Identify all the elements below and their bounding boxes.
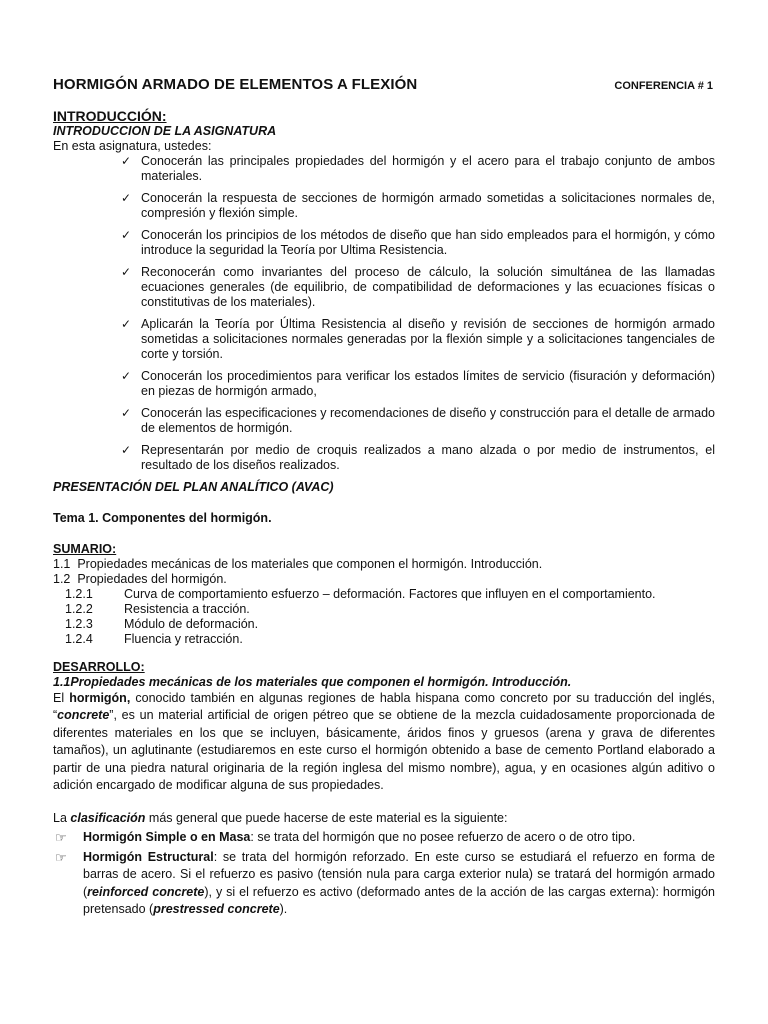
list-item: ☞ Hormigón Estructural: se trata del hormigón reforzado. En este curso se estudiará el refuerzo en forma de barras de acero. Si el refuerzo es pasivo (tensión nula para carga exterior nula) se tratará del hormigón armado (reinforced concrete), y si el refuerzo es activo (deformado antes de la acción de las cargas externa): hormigón pretensado (prestressed concrete). [53, 849, 715, 919]
list-item: ✓ Conocerán las principales propiedades del hormigón y el acero para el trabajo conjunto de ambos materiales. [121, 154, 715, 183]
pointing-hand-icon: ☞ [55, 849, 67, 865]
sumario-subitem: 1.2.4 Fluencia y retracción. [65, 632, 243, 646]
intro-lead: En esta asignatura, ustedes: [53, 139, 212, 153]
checkmark-icon: ✓ [121, 228, 132, 242]
list-item: ✓ Representarán por medio de croquis realizados a mano alzada o por medio de instrumentos, el resultado de los diseños realizados. [121, 443, 715, 472]
sumario-subitem: 1.2.1 Curva de comportamiento esfuerzo – deformación. Factores que influyen en el comportamiento. [65, 587, 656, 601]
document-page [53, 76, 715, 918]
list-item: ✓ Conocerán los principios de los métodos de diseño que han sido empleados para el hormigón, y cómo introduce la seguridad la Teoría por Ultima Resistencia. [121, 228, 715, 257]
checkmark-icon: ✓ [121, 191, 132, 205]
list-item: ✓ Aplicarán la Teoría por Última Resistencia al diseño y revisión de secciones de hormigón armado sometidas a solicitaciones normales generadas por la flexión simple y a solicitaciones tangenciales de corte y torsión. [121, 317, 715, 361]
desarrollo-subheading: 1.1Propiedades mecánicas de los materiales que componen el hormigón. Introducción. [53, 675, 572, 689]
tema-heading: Tema 1. Componentes del hormigón. [53, 511, 272, 525]
objectives-list [53, 154, 715, 473]
sumario-subitem: 1.2.3 Módulo de deformación. [65, 617, 259, 631]
sumario-item: 1.1 Propiedades mecánicas de los materiales que componen el hormigón. Introducción. [53, 557, 543, 571]
checkmark-icon: ✓ [121, 154, 132, 168]
checkmark-icon: ✓ [121, 406, 132, 420]
list-item: ✓ Conocerán la respuesta de secciones de hormigón armado sometidas a solicitaciones normales de, compresión y flexión simple. [121, 191, 715, 220]
list-item: ✓ Conocerán las especificaciones y recomendaciones de diseño y construcción para el detalle de armado de elementos de hormigón. [121, 406, 715, 435]
sumario-subitem: 1.2.2 Resistencia a tracción. [65, 602, 250, 616]
paragraph-clasificacion: La clasificación más general que puede hacerse de este material es la siguiente: [53, 811, 508, 826]
checkmark-icon: ✓ [121, 369, 132, 383]
checkmark-icon: ✓ [121, 265, 132, 279]
document-title: HORMIGÓN ARMADO DE ELEMENTOS A FLEXIÓN [53, 76, 418, 93]
sumario-item: 1.2 Propiedades del hormigón. [53, 572, 227, 586]
conference-number: CONFERENCIA # 1 [614, 80, 713, 92]
plan-heading: PRESENTACIÓN DEL PLAN ANALÍTICO (AVAC) [53, 480, 334, 494]
header-row [53, 76, 715, 98]
list-item: ✓ Conocerán los procedimientos para verificar los estados límites de servicio (fisuración y deformación) en piezas de hormigón armado, [121, 369, 715, 398]
pointing-hand-icon: ☞ [55, 830, 67, 846]
checkmark-icon: ✓ [121, 317, 132, 331]
sumario-heading: SUMARIO: [53, 542, 117, 556]
checkmark-icon: ✓ [121, 443, 132, 457]
desarrollo-heading: DESARROLLO: [53, 660, 145, 674]
paragraph-hormigon: El hormigón, conocido también en algunas regiones de habla hispana como concreto por su traducción del inglés, “concrete”, es un material artificial de origen pétreo que se obtiene de la mezcla cuidadosamente proporcionada de diferentes materiales en los que se incluyen, básicamente, áridos finos y gruesos (arena y grava de diferentes tamaños), un aglutinante (estudiaremos en este curso el hormigón obtenido a base de cemento Portland elaborado a partir de una piedra natural originaria de la región inglesa del mismo nombre), agua, y en ocasiones algún aditivo o adición encargado de modificar alguna de sus propiedades. [53, 691, 715, 793]
intro-heading: INTRODUCCIÓN: [53, 108, 167, 124]
list-item: ✓ Reconocerán como invariantes del proceso de cálculo, la solución simultánea de las llamadas ecuaciones generales (de equilibrio, de compatibilidad de deformaciones y las ecuaciones físicas o constitutivas de los materiales). [121, 265, 715, 309]
intro-subheading: INTRODUCCION DE LA ASIGNATURA [53, 124, 277, 138]
list-item: ☞ Hormigón Simple o en Masa: se trata del hormigón que no posee refuerzo de acero o de otro tipo. [55, 830, 636, 846]
